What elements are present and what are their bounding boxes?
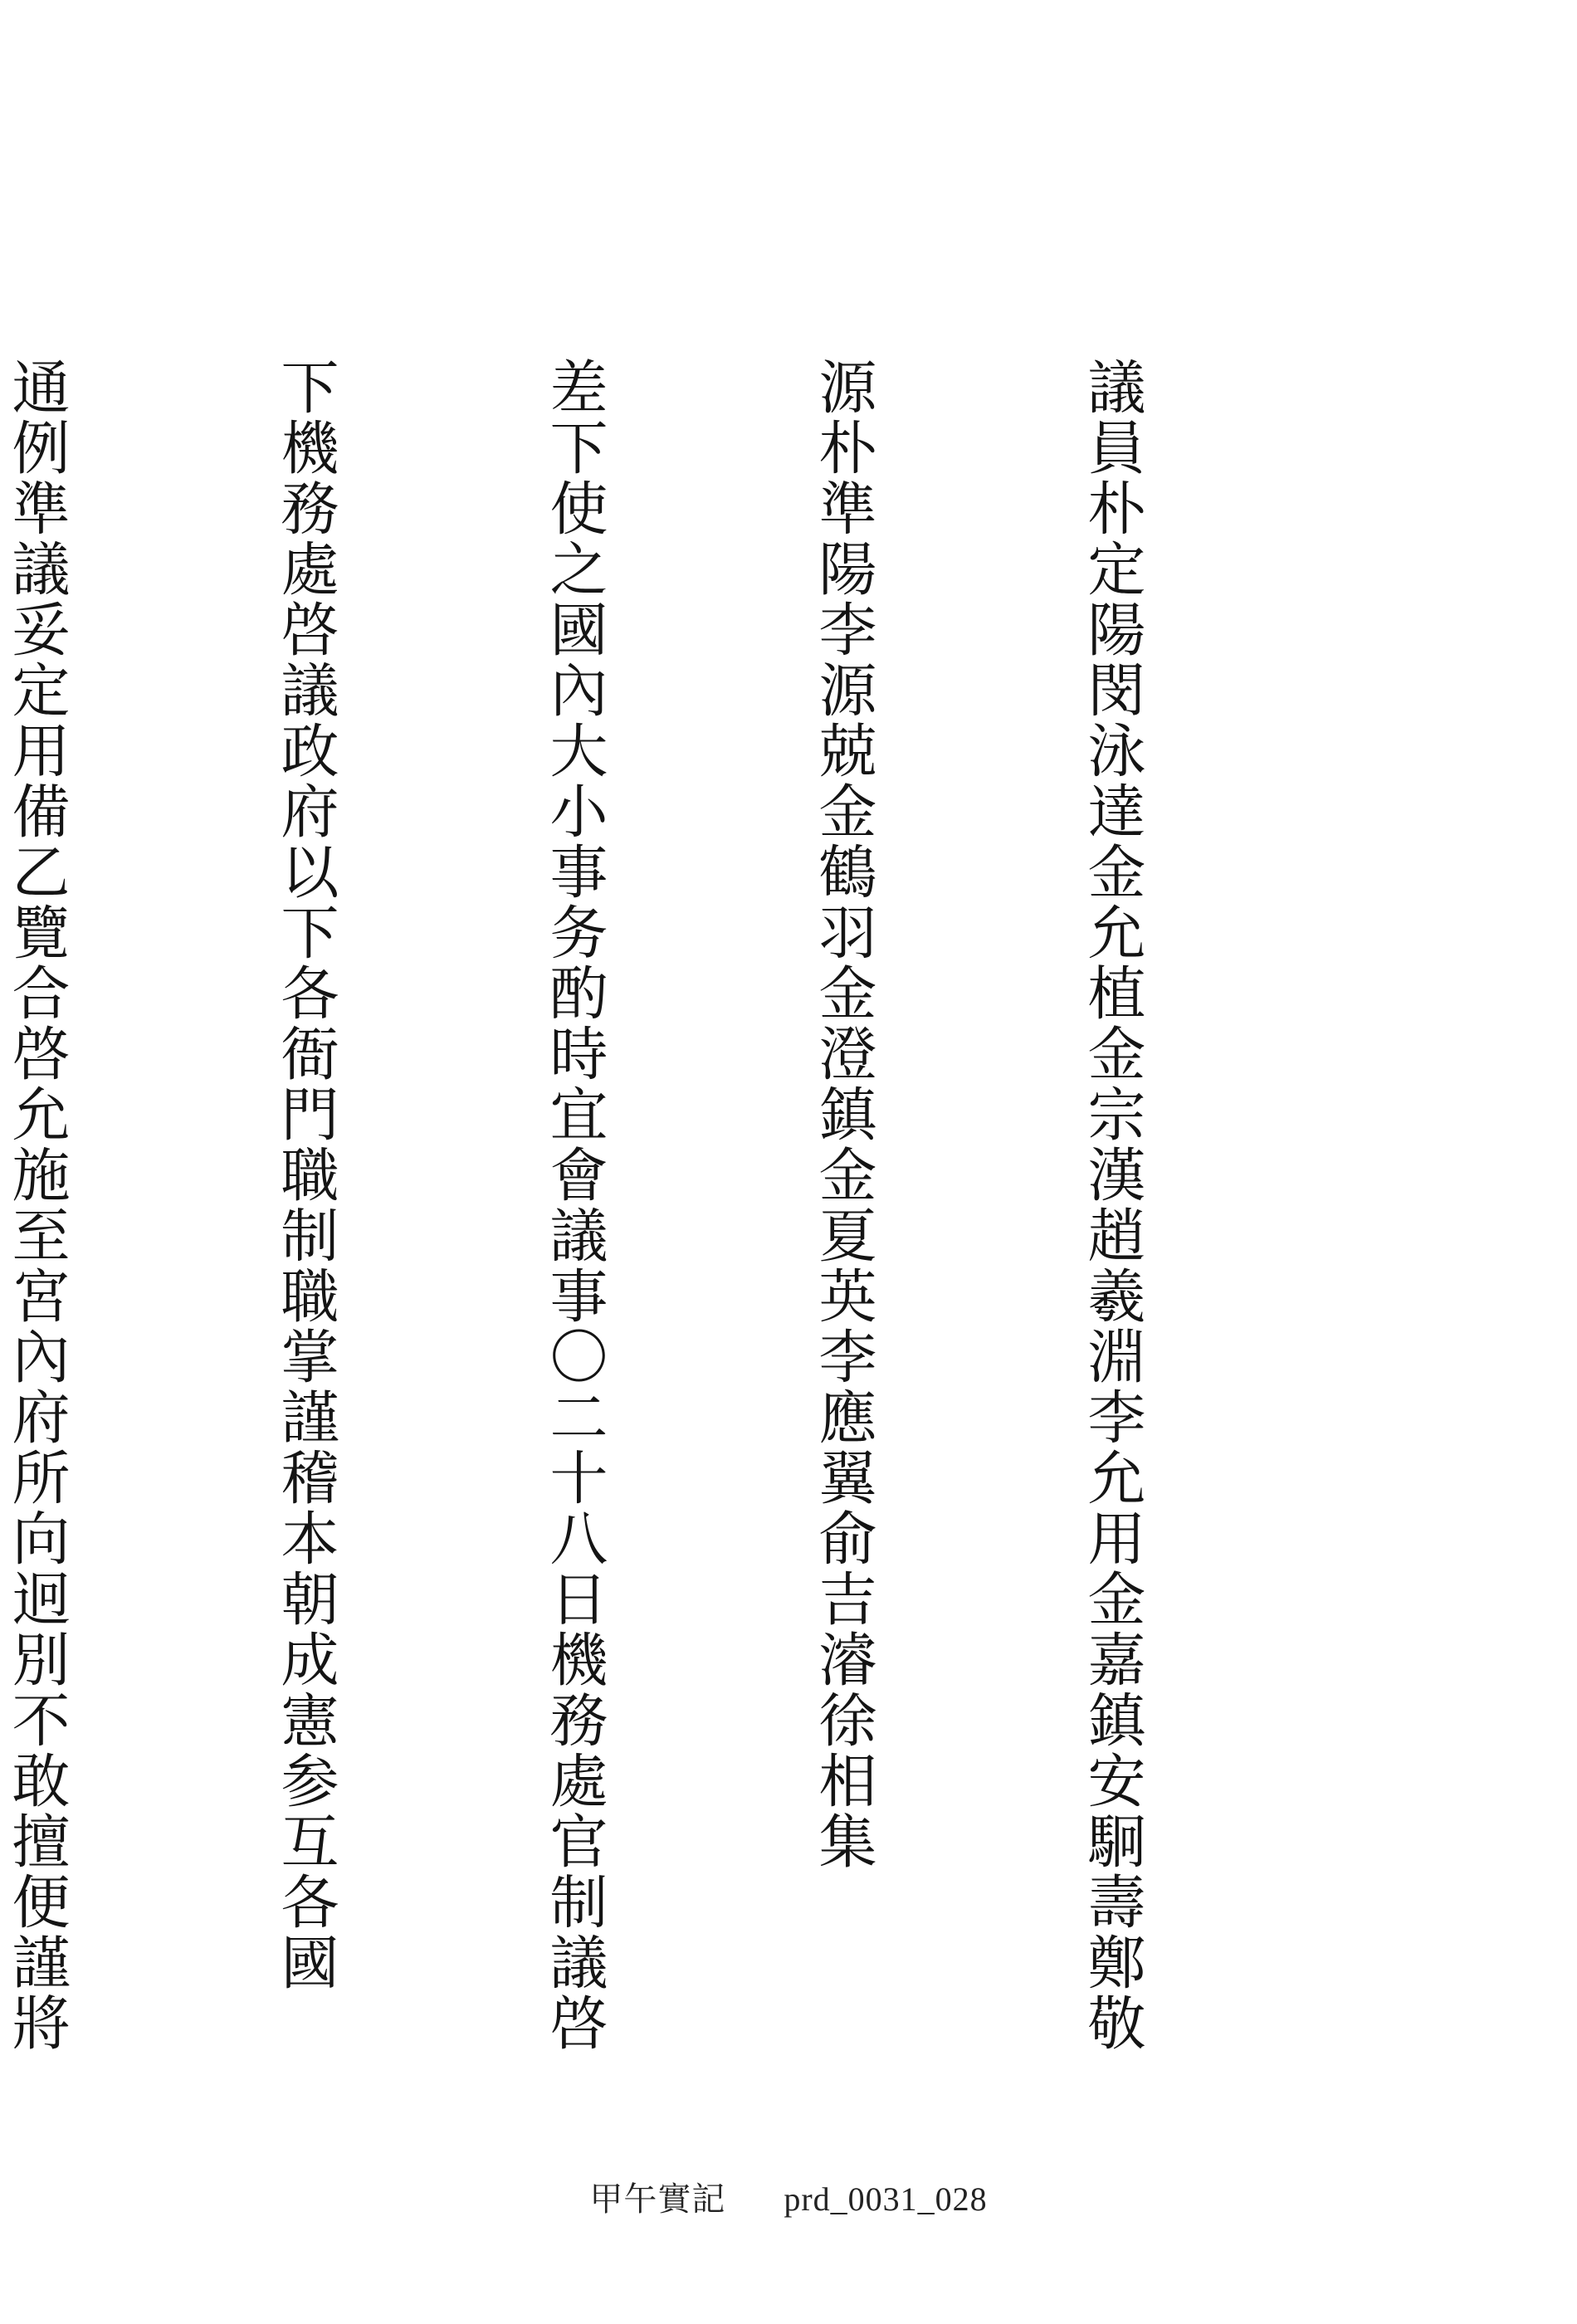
- vertical-text-block: [2, 357, 1336, 2053]
- text-column: 差下使之國內大小事务酌時宜會議事〇二十八日機務處官制議啓: [540, 357, 608, 2053]
- footer-title: 甲午實記: [589, 2180, 726, 2218]
- text-column: 源朴準陽李源兢金鶴羽金澄鎮金夏英李應翼俞吉濬徐相集: [809, 357, 877, 1872]
- text-column: 議員朴定陽閔泳達金允植金宗漢趙羲淵李允用金嘉鎮安駉壽鄭敬: [1078, 357, 1146, 2053]
- text-column: 通例準議妥定用備乙覽合啓允施至宮內府所向迥別不敢擅便謹將: [2, 357, 71, 2053]
- footer-page-id: prd_0031_028: [784, 2180, 988, 2218]
- page-footer: [0, 2173, 1577, 2220]
- text-column: 下機務處啓議政府以下各衙門職制職掌謹稽本朝成憲参互各國: [271, 357, 339, 1993]
